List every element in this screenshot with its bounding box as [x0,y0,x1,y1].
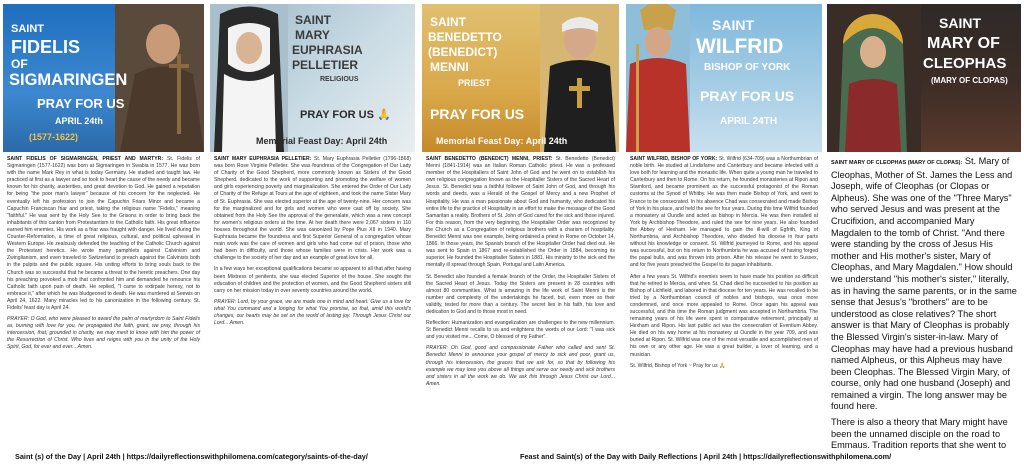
saint-name: SAINT [939,15,981,31]
bio-reflection: Reflection: Humanization and evangelization are challenges to the new millennium. St Benedict Menni recalls to us and enlightens the words of our Lord: "I was sick and you visited me... Come, O blessed of my Father". [426,320,615,341]
saint-biography [214,156,411,327]
bio-body: St. Benedetto (Benedict) Menni (1841-1914) was an Italian Roman Catholic priest. He was a professed member of the Hospitallers of Saint John of God and he went on to establish his own religious congregation known as the Hospitaller Sisters of the Sacred Heart of Jesus. St. Benedict was a faithful follower of Saint John of God, and through his words and deeds, was a Herald of the Gospel of Mercy and a new Prophet of Hospitality. He was a man passionate about God and humanity, who dedicated his entire life to the practice of Hospitality in an effort to make the message of the Good Samaritan a reality. Brothers of St. John of God cared for the sick and those injured. For this reason, from the very beginning, the Hospitaller Order was recognized by the Church as a Congregation of religious brothers with a charism of hospitality. Benedict Menni was one example, being ordained a priest in Rome on October 14, 1866. In those years, the Spanish branch of the Hospitaller Order had died out. He was sent to Spain in 1867 and re-established the Order in 1884, becoming its superior. He founded the Hospitaller Sisters in 1881. His ministry to the sick and the mentally ill spread through Spain, Portugal and Latin America. [426,156,615,269]
saint-name: SAINT [430,15,466,29]
bio-body: St. Mary Euphrasia Pelletier (1796-1868) was born Rose Virginie Pelletier. She was foundress of the Congregation of Our Lady of Charity of the Good Shepherd, more commonly known as Sisters of the Good Shepherd, dedicated to the work of supporting and promoting the welfare of women and girls experiencing poverty and marginalization. She entered the Order of Our Lady of Charity of the Refuge at Tours at the age of eighteen, and took the name Sister Mary of St. Euphrasia. She was elected superior at the age of twenty-nine. Her concern was for the marginalized and for girls and women who were cast off by society. She obtained from the Holy See the approval of the generalate, which was a new concept for women's religious orders at the time. At her death there were 2,067 sisters in 110 houses throughout the world. She was canonized by Pope Pius XII in 1940. Mary Euphrasia became the foundress and first Superior General of a congregation whose main work was the care of women and girls who had come out of prison, those who had been in difficulty, and those whose families were in crisis. Her work was a challenge to the society of her day and an example of great love for all. [214,156,411,262]
banner-cleophas [827,4,1021,152]
feast-date: APRIL 24TH [720,116,778,127]
saint-biography [7,156,200,352]
bio-heading: SAINT FIDELIS OF SIGMARINGEN, PRIEST AND MARTYR: [7,156,164,162]
portrait-wilfrid [626,4,690,152]
saint-card-cleophas [827,4,1021,450]
saint-card-euphrasia [210,4,415,450]
bio-heading: SAINT BENEDETTO (BENEDICT) MENNI, PRIEST: [426,156,553,162]
bio-paragraph: After a few years St. Wilfrid's enemies seem to have made his position so difficult that he retired to Mercia, and when St. Chad died he succeeded to his position as Bishop of Lichfield, and labored in that diocese for ten years. He was recalled to be tried by a Northumbrian council of nobles and bishops, was once more condemned, and once more appealed to Rome. Once again his appeal was successful, and this time the Roman judgment was accepted in Northumbria. The remaining years of his life were spent in comparative retirement, principally at Hexham and Ripon. His last public act was the consecration of Eventium Abbey. He died on his way home at his monastery at Oundle in the year 709, and was buried at Ripon. St. Wilfrid was one of the most versatile and accomplished men of his own or any other age. He was a great builder, a lover of learning, and a musician. [630,273,818,358]
feast-date: APRIL 24th [55,116,103,126]
saint-prayer: PRAYER: Oh God, good and compassionate Father who called and sent St. Benedict Menni to announce your gospel of mercy to sick and poor, grant us, through his intercession, the graces that we ask for, so that by following his example we may love you above all things and serve our needy and sick brothers and sisters in all the work we do. We ask this through Jesus Christ our Lord... Amen. [426,345,615,387]
saint-card-fidelis [3,4,204,450]
bio-body: St. Wilfrid (634-709) was a Northumbrian of noble birth. He studied at Lindisfarne and Canterbury and became infected with a love both for learning and the monastic life. When quite a young man he traveled to Canterbury and then to Rome. On his return, he founded monasteries at Ripon and Stamford, and became prominent as the successful protagonist of the Roman customs at the Synod of Whitby. He was then made Bishop of York, and went to France to be consecrated. In his absence Chad was consecrated and made Bishop of York in his place, and held the see for four years. During this time Wilfrid founded a monastery at Oundle and acted as bishop in Mercia. He was then installed at York by Archbishop Theodore, and ruled the see for nine years. He also founded the Abbey of Hexham. He managed to gain the ill-will of Egfrith, King of Northumbria, and Archbishop Theodore, who divided his diocese in four parts without his knowledge or consent. St. Wilfrid journeyed to Rome, and his appeal was successful, but on his return to Northumbria he was accused of having forged the papal bulls, and was thrown into prison. After his release he went to Sussex, and for five years preached the Gospel to its pagan inhabitants. [630,156,819,269]
banner-menni [422,4,619,152]
bio-heading: SAINT WILFRID, BISHOP OF YORK: [630,156,718,162]
bio-heading: SAINT MARY OF CLEOPHAS (MARY OF CLOPAS): [831,160,963,166]
saint-name-last: CLEOPHAS [923,55,1007,72]
saint-title: RELIGIOUS [320,76,359,83]
memorial-feast-day: Memorial Feast Day: April 24th [256,136,388,146]
banner-euphrasia [210,4,415,152]
bio-body: St. Mary of Cleophas, Mother of St. James the Less and Joseph, wife of Cleophas (or Clopas or Alpheus). She was one of the "Three Marys" who served Jesus and was present at the Crucifixion, and accompanied Mary Magdalen to the tomb of Christ. "And there were standing by the cross of Jesus His mother and His mother's sister, Mary of Cleophas, and Mary Magdalen." How should we understand "his mother's sister," literally, as in having the same parents, or in the same sense that Jesus's "brothers" are to be understood as close relatives? The short answer is that Mary of Cleophas is probably the Blessed Virgin's sister-in-law. Mary of Cleophas may have had a previous husband named Alpheus, or this Alpheus may have been Cleophas. The Blessed Virgin Mary, of course, only had one husband (Joseph) and remained a virgin. The long answer may be found here. [831,156,1017,412]
pray-for-us: PRAY FOR US 🙏 [300,109,391,121]
bio-heading: SAINT MARY EUPHRASIA PELLETIER: [214,156,312,162]
portrait-menni [540,4,619,152]
banner-fidelis [3,4,204,152]
saint-name-main: FIDELIS [11,37,81,57]
closing-invocation: St. Wilfrid, Bishop of York ~ Pray for us 🙏 [630,362,726,369]
saint-name: SAINT [295,13,331,27]
portrait-fidelis [115,4,204,152]
saint-name-place: SIGMARINGEN [9,71,128,89]
saint-name-of: OF [11,57,28,71]
footer-site-link[interactable]: Feast and Saint(s) of the Day with Daily Reflections | April 24th | https://dailyreflectionswithphilomena.com/ [520,452,892,461]
saint-card-menni [422,4,619,450]
saint-name: SAINT [11,23,44,35]
saint-name-middle: EUPHRASIA [292,43,363,57]
bio-paragraph: In a few ways her exceptional qualifications became so apparent to all that after having been Mistress of penitents, she was elected Superior of the house. She sought the education of children and the protection of women, and the Good Shepherd sisters still carry on her mission today in over seventy countries around the world. [214,266,411,294]
saint-title: BISHOP OF YORK [704,62,791,73]
footer-saints-link[interactable]: Saint (s) of the Day | April 24th | https://dailyreflectionswithphilomena.com/category/saints-of-the-day/ [15,452,368,461]
bio-paragraph: There is also a theory that Mary might have been the unnamed disciple on the road to Emmaus. Tradition reports that she went to [831,417,1008,450]
saint-name-last: PELLETIER [292,58,359,72]
saint-name-last: MENNI [430,60,469,74]
saint-name-main: BENEDETTO [428,30,502,44]
saint-biography [426,156,615,388]
saint-card-wilfrid [626,4,822,450]
pray-for-us: PRAY FOR US [37,96,125,111]
banner-wilfrid [626,4,822,152]
pray-for-us: PRAY FOR US [700,88,795,104]
saint-title: PRIEST [458,78,491,88]
bio-paragraph: St. Benedict also founded a female branch of the Order, the Hospitaller Sisters of the Sacred Heart of Jesus. Today the Sisters are present in 28 countries with almost 80 communities. What is amazing in the life work of Saint Menni is the number and complexity of the undertakings he faced, but, even more so their validity, tested for more than a century. The secret lies in his faith, his love and dedication to God and to those most in need. [426,273,615,315]
saint-name-alt: (BENEDICT) [428,45,498,59]
saint-name: SAINT [712,17,754,33]
memorial-feast-day: Memorial Feast Day: April 24th [436,136,568,146]
saint-name-main: MARY [295,28,330,42]
saint-name-main: MARY OF [927,35,1000,52]
saint-name-main: WILFRID [696,35,784,58]
saint-biography [630,156,818,370]
saint-years: (1577-1622) [29,132,79,142]
saint-title: (MARY OF CLOPAS) [931,76,1008,85]
portrait-euphrasia [210,4,288,152]
saint-biography [831,156,1017,450]
saint-prayer: PRAYER: O God, who were pleased to award the palm of martyrdom to Saint Fidelis as, burning with love for you, he propagated the faith, grant, we pray, through his intercession, that, grounded in charity, we may merit to know with him the power of the Resurrection of Christ. Who lives and reigns with you in the unity of the Holy Spirit, God, for ever and ever... Amen. [7,316,200,351]
portrait-cleophas [827,4,921,152]
bio-body: St. Fidelis of Sigmaringen (1577-1622) was born at Sigmaringen in Swabia in 1577. He was born with the name Mark Rey in what is today Germany. He studied and taught law. He practiced at first as a lawyer and so took to heart the cause of the needy and became known for his charity, austerities, and great devotion to God. He gained a reputation for being "the poor man's lawyer" because of his concern for the neglected. He eventually left his profession to join the Capuchin Friars Minor and became a Capuchin Franciscan friar and priest, taking the religious name "Fidelis," meaning "faithful." He was sent by the Holy See to the Grisons in order to bring back the inhabitants of this canton from Protestantism to the Catholic faith. His great influence earned him enemies. His work as a friar was fraught with danger. He lived during the Counter-Reformation, a time of great religious, cultural, and political upheaval in Western Europe. He zealously defended the teaching of the Catholic Church against the Protestant heretics. He wrote many pamphlets against Calvinism and Zwinglianism, and even traveled to Switzerland to preach against the Calvinists both in the pulpits and the public square. His uniting efforts to bring souls back to the Church was so successful that he became a threat to the heretic preachers. One day his preaching provoked a mob that confronted him and demanded he renounce his Catholic faith upon pain of death. He replied, "I came to extirpate heresy, not to embrace it," after which he was bludgeoned to death. He was murdered at Seewis on April 24, 1622. Many miracles led to his canonization in the following century. St. Fidelis' feast day is April 24. [7,156,200,311]
pray-for-us: PRAY FOR US [430,106,525,122]
saint-prayer: PRAYER: Lord, by your grace, we are made one in mind and heart. Give us a love for what You command and a longing for what You promise, so that, amid this world's changes, our hearts may be set on the world of lasting joy. Through Jesus Christ our Lord... Amen. [214,298,411,327]
